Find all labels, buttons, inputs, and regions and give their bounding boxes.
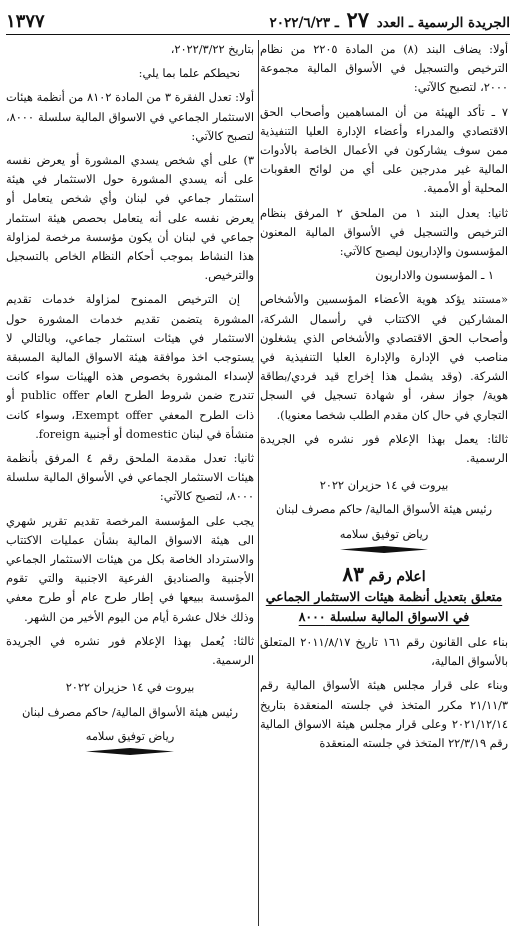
header-title xyxy=(270,7,510,32)
place-date: بيروت في ١٤ حزيران ٢٠٢٢ xyxy=(319,479,449,493)
issue-date: ـ ٢٠٢٢/٦/٢٣ xyxy=(269,15,339,31)
issue-number: ٢٧ xyxy=(346,7,370,32)
signer-title: رئيس هيئة الأسواق المالية/ حاكم مصرف لبنان xyxy=(22,705,238,719)
paragraph: ثانيا: تعدل مقدمة الملحق رقم ٤ المرفق بأنظمة هيئات الاستثمار الجماعي في الأسواق المالية سلسلة ٨٠٠٠، لتصبح كالآتي: xyxy=(6,452,254,504)
decree-number: ٨٣ xyxy=(342,561,364,586)
signer-name: رياض توفيق سلامه xyxy=(85,729,175,743)
paragraph: ثالثا: يُعمل بهذا الإعلام فور نشره في الجريدة الرسمية. xyxy=(6,634,254,668)
decree-label: اعلام رقم xyxy=(368,568,426,585)
paragraph: بتاريخ ٢٠٢٢/٣/٢٢، xyxy=(170,43,254,56)
signer-name: رياض توفيق سلامه xyxy=(339,527,429,541)
gazette-name: الجريدة الرسمية ـ العدد xyxy=(376,15,510,31)
paragraph: ثانيا: يعدل البند ١ من الملحق ٢ المرفق بنظام الترخيص والتسجيل في الأسواق المالية المعنون المؤسسون والإداريون ليصبح كالآتي: xyxy=(260,206,508,259)
decree-title-line: في الاسواق المالية سلسلة ٨٠٠٠ xyxy=(298,609,470,625)
paragraph: وبناء على قرار مجلس هيئة الأسواق المالية رقم ٢١/١١/٣ مكرر المتخذ في جلسته المنعقدة بتاريخ ٢٠٢١/١٢/١٤ وعلى قرار مجلس هيئة الاسواق المالية رقم ٢٢/٣/١٩ المتخذ في جلسته المنعقدة xyxy=(260,679,508,751)
paragraph: ١ ـ المؤسسون والاداريون xyxy=(375,269,494,283)
paragraph: ٧ ـ تأكد الهيئة من أن المساهمين وأصحاب الحق الاقتصادي والمدراء وأعضاء الإدارة العليا التنفيذية ممن سوف يشاركون في الأعمال الخاصة بالأدوات المالية غير مدرجين على أي من لوائح العقوبات المحلية أو الأممية. xyxy=(260,105,508,196)
paragraph: نحيطكم علما بما يلي: xyxy=(138,67,240,81)
paragraph: بناء على القانون رقم ١٦١ تاريخ ٢٠١١/٨/١٧ المتعلق بالأسواق المالية، xyxy=(260,636,508,669)
paragraph: «مستند يؤكد هوية الأعضاء المؤسسين والأشخاص المشاركين في الاكتتاب في رأسمال الشركة، وأصحاب الحق الاقتصادي والأشخاص الذي يشغلون مناصب في الإدارة والإدارة العليا التنفيذية في الشركة. (وقد يشمل هذا إخراج قيد فردي/بطاقة هوية/ جواز سفر، أو شهادة تسجيل في السجل التجاري في حال كان مقدم الطلب شخصا معنويا). xyxy=(260,293,508,422)
right-column xyxy=(260,40,508,930)
place-date: بيروت في ١٤ حزيران ٢٠٢٢ xyxy=(65,681,195,695)
paragraph: أولا: يضاف البند (٨) من المادة ٢٢٠٥ من نظام الترخيص والتسجيل في الأسواق المالية مجموعة ٢٠٠٠، لتصبح كالآتي: xyxy=(260,43,508,95)
paragraph: إن الترخيص الممنوح لمزاولة خدمات تقديم المشورة يتضمن تقديم خدمات المشورة حول الاستثمار في هيئات استثمار جماعي، وبالتالي لا يستوجب اخذ موافقة هيئة الاسواق المالية المسبقة لإسداء المشورة بخصوص هذه الهيئات سواء كانت تندرج ضمن شروط الطرح العام public offer أو ذات الطرح المعفي Exempt offer، وسواء كانت منشأة في لبنان domestic أو أجنبية foreign. xyxy=(6,293,254,441)
decree-title-line: متعلق بتعديل أنظمة هيئات الاستثمار الجماعي xyxy=(265,589,503,605)
decree-title xyxy=(260,587,508,627)
page-header xyxy=(6,6,510,35)
column-divider xyxy=(258,40,259,926)
paragraph: يجب على المؤسسة المرخصة تقديم تقرير شهري الى هيئة الاسواق المالية بشأن عمليات الاكتتاب والاسترداد الخاصة بكل من هيئات الاستثمار الجماعي الأجنبية والصناديق الفرعية الاجنبية والتي تقوم المؤسسة ببيعها في إطار طرح عام أو طرح معفي وذلك خلال عشرة أيام من اليوم الأخير من الشهر. xyxy=(6,514,254,624)
left-column xyxy=(6,40,254,930)
decree-heading xyxy=(260,561,508,587)
paragraph: ٣) على أي شخص يسدي المشورة أو يعرض نفسه على أنه يسدي المشورة حول الاستثمار في هيئة استثمار جماعي في لبنان وأي شخص يتعامل أو يعرض نفسه على أنه يتعامل بحصص هيئة استثمار جماعي في لبنان أن يكون مؤسسة مرخصة لمزاولة هذا النشاط بموجب أحكام النظام الخاص بالتسجيل والترخيص. xyxy=(6,154,254,283)
ornament-divider xyxy=(86,748,174,755)
signer-title: رئيس هيئة الأسواق المالية/ حاكم مصرف لبنان xyxy=(276,503,492,517)
page-number: ١٣٧٧ xyxy=(6,11,45,32)
ornament-divider xyxy=(340,546,428,553)
paragraph: ثالثا: يعمل بهذا الإعلام فور نشره في الجريدة الرسمية. xyxy=(260,432,508,466)
paragraph: أولا: تعدل الفقرة ٣ من المادة ٨١٠٢ من أنظمة هيئات الاستثمار الجماعي في الاسواق المالية سلسلة ٨٠٠٠، لتصبح كالآتي: xyxy=(6,91,254,143)
